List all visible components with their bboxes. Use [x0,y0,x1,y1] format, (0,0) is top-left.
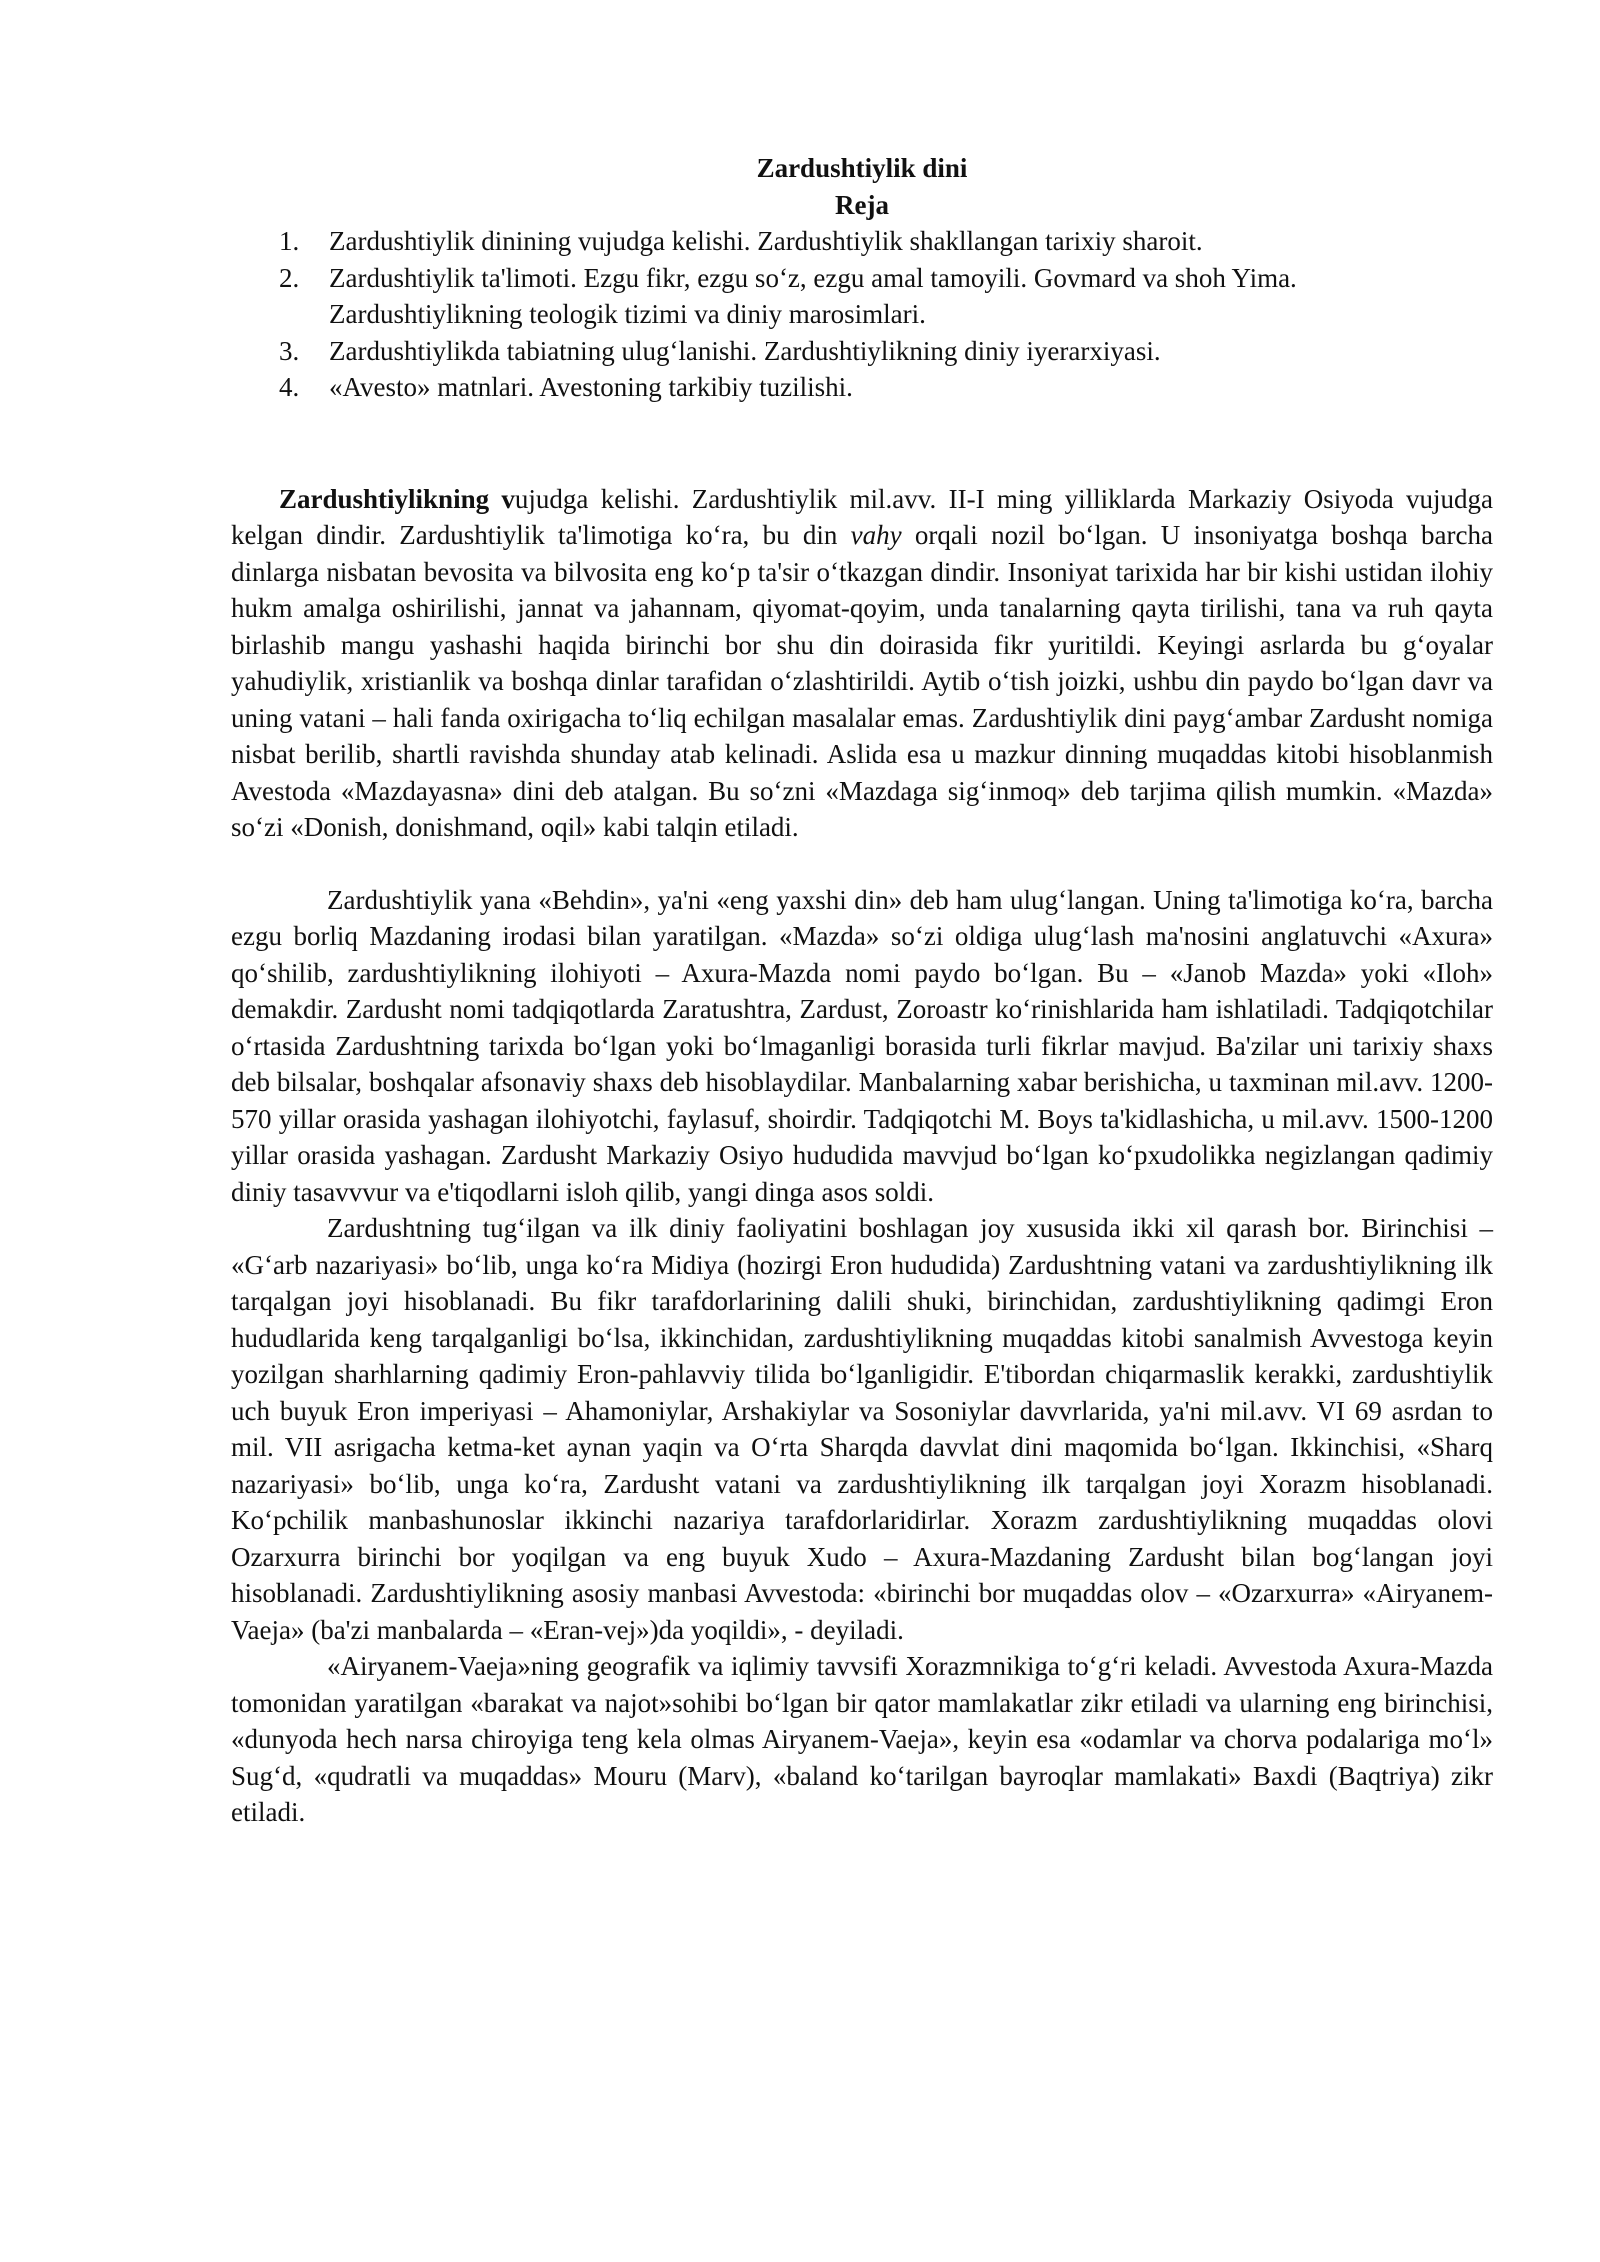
paragraph-lead-bold: Zardushtiylikning v [279,483,515,514]
section-spacer [231,406,1493,481]
plan-item-number: 3. [279,335,300,366]
paragraph-spacer [231,846,1493,882]
plan-heading: Reja [835,189,889,220]
plan-item-number: 4. [279,372,300,402]
paragraph-origin [231,481,1493,846]
plan-item-text: Zardushtiylik ta'limoti. Ezgu fikr, ezgu so‘z, ezgu amal tamoyili. Govmard va shoh Yima. Zardushtiylikning teologik tizimi va diniy marosimlari. [329,262,1297,329]
document-body [231,150,1493,1831]
plan-item-number: 1. [279,226,300,256]
plan-item [231,223,1493,260]
paragraph-italic-term: vahy [850,520,902,550]
paragraph-behdin: Zardushtiylik yana «Behdin», ya'ni «eng yaxshi din» deb ham ulug‘langan. Uning ta'limotiga ko‘ra, barcha ezgu borliq Mazdaning irodasi bilan yaratilgan. «Mazda» so‘zi oldiga ulug‘lash ma'nosini anglatuvchi «Axura» qo‘shilib, zardushtiylikning ilohiyoti – Axura-Mazda nomi paydo bo‘lgan. Bu – «Janob Mazda» yoki «Iloh» demakdir. Zardusht nomi tadqiqotlarda Zaratushtra, Zardust, Zoroastr ko‘rinishlarida ham ishlatiladi. Tadqiqotchilar o‘rtasida Zardushtning tarixda bo‘lgan yoki bo‘lmaganligi borasida turli fikrlar mavjud. Ba'zilar uni tarixiy shaxs deb bilsalar, boshqalar afsonaviy shaxs deb hisoblaydilar. Manbalarning xabar berishicha, u taxminan mil.avv. 1200-570 yillar orasida yashagan ilohiyotchi, faylasuf, shoirdir. Tadqiqotchi M. Boys ta'kidlashicha, u mil.avv. 1500-1200 yillar orasida yashagan. Zardusht Markaziy Osiyo hududida mavvjud bo‘lgan ko‘pxudolikka negizlangan qadimiy diniy tasavvvur va e'tiqodlarni isloh qilib, yangi dinga asos soldi. [231,884,1493,1207]
paragraph-airyanem-vaeja: «Airyanem-Vaeja»ning geografik va iqlimiy tavvsifi Xorazmnikiga to‘g‘ri keladi. Avvestoda Axura-Mazda tomonidan yaratilgan «barakat va najot»sohibi bo‘lgan bir qator mamlakatlar zikr etiladi va ularning eng birinchisi, «dunyoda hech narsa chiroyiga teng kela olmas Airyanem-Vaeja», keyin esa «odamlar va chorva podalariga mo‘l» Sug‘d, «qudratli va muqaddas» Mouru (Marv), «baland ko‘tarilgan bayroqlar mamlakati» Baxdi (Baqtriya) zikr etiladi. [231,1651,1493,1827]
plan-list [231,223,1493,406]
paragraph-text: ujudga kelishi. Zardushtiylik mil.avv. II-I ming yilliklarda Markaziy Osiyoda vujudga kelgan dindir. Zardushtiylik ta'limotiga ko‘ra, bu din [231,483,1493,550]
paragraph-homeland: Zardushtning tug‘ilgan va ilk diniy faoliyatini boshlagan joy xususida ikki xil qarash bor. Birinchisi – «G‘arb nazariyasi» bo‘lib, unga ko‘ra Midiya (hozirgi Eron hududida) Zardushtning vatani va zardushtiylikning ilk tarqalgan joyi hisoblanadi. Bu fikr tarafdorlarining dalili shuki, birinchidan, zardushtiylikning qadimgi Eron hududlarida keng tarqalganligi bo‘lsa, ikkinchidan, zardushtiylikning muqaddas kitobi sanalmish Avvestoga keyin yozilgan sharhlarning qadimiy Eron-pahlavviy tilida bo‘lganligidir. E'tibordan chiqarmaslik kerakki, zardushtiylik uch buyuk Eron imperiyasi – Ahamoniylar, Arshakiylar va Sosoniylar davvrlarida, ya'ni mil.avv. VI 69 asrdan to mil. VII asrigacha ketma-ket aynan yaqin va O‘rta Sharqda davvlat dini maqomida bo‘lgan. Ikkinchisi, «Sharq nazariyasi» bo‘lib, unga ko‘ra, Zardusht vatani va zardushtiylikning ilk tarqalgan joyi Xorazm hisoblanadi. Ko‘pchilik manbashunoslar ikkinchi nazariya tarafdorlaridirlar. Xorazm zardushtiylikning muqaddas olovi Ozarxurra birinchi bor yoqilgan va eng buyuk Xudo – Axura-Mazdaning Zardusht bilan bog‘langan joyi hisoblanadi. Zardushtiylikning asosiy manbasi Avvestoda: «birinchi bor muqaddas olov – «Ozarxurra» «Airyanem-Vaeja» (ba'zi manbalarda – «Eran-vej»)da yoqildi», - deyiladi. [231,1213,1493,1645]
plan-item-text: «Avesto» matnlari. Avestoning tarkibiy tuzilishi. [329,372,853,402]
plan-item-text: Zardushtiylik dinining vujudga kelishi. Zardushtiylik shakllangan tarixiy sharoit. [329,226,1203,256]
document-title: Zardushtiylik dini [756,153,968,183]
plan-item [231,369,1493,406]
paragraph-text: orqali nozil bo‘lgan. U insoniyatga boshqa barcha dinlarga nisbatan bevosita va bilvosita eng ko‘p ta'sir o‘tkazgan dindir. Insoniyat tarixida har bir kishi ustidan ilohiy hukm amalga oshirilishi, jannat va jahannam, qiyomat-qoyim, unda tanalarning qayta tirilishi, tana va ruh qayta birlashib mangu yashashi haqida birinchi bor shu din doirasida fikr yuritildi. Keyingi asrlarda bu g‘oyalar yahudiylik, xristianlik va boshqa dinlar tarafidan o‘zlashtirildi. Aytib o‘tish joizki, ushbu din paydo bo‘lgan davr va uning vatani – hali fanda oxirigacha to‘liq echilgan masalalar emas. Zardushtiylik dini payg‘ambar Zardusht nomiga nisbat berilib, shartli ravishda shunday atab kelinadi. Aslida esa u mazkur dinning muqaddas kitobi hisoblanmish Avestoda «Mazdayasna» dini deb atalgan. Bu so‘zni «Mazdaga sig‘inmoq» deb tarjima qilish mumkin. «Mazda» so‘zi «Donish, donishmand, oqil» kabi talqin etiladi. [231,520,1493,842]
plan-item-text: Zardushtiylikda tabiatning ulug‘lanishi. Zardushtiylikning diniy iyerarxiyasi. [329,335,1161,366]
plan-item [231,333,1493,370]
plan-item-number: 2. [279,262,300,293]
plan-item [231,260,1493,333]
